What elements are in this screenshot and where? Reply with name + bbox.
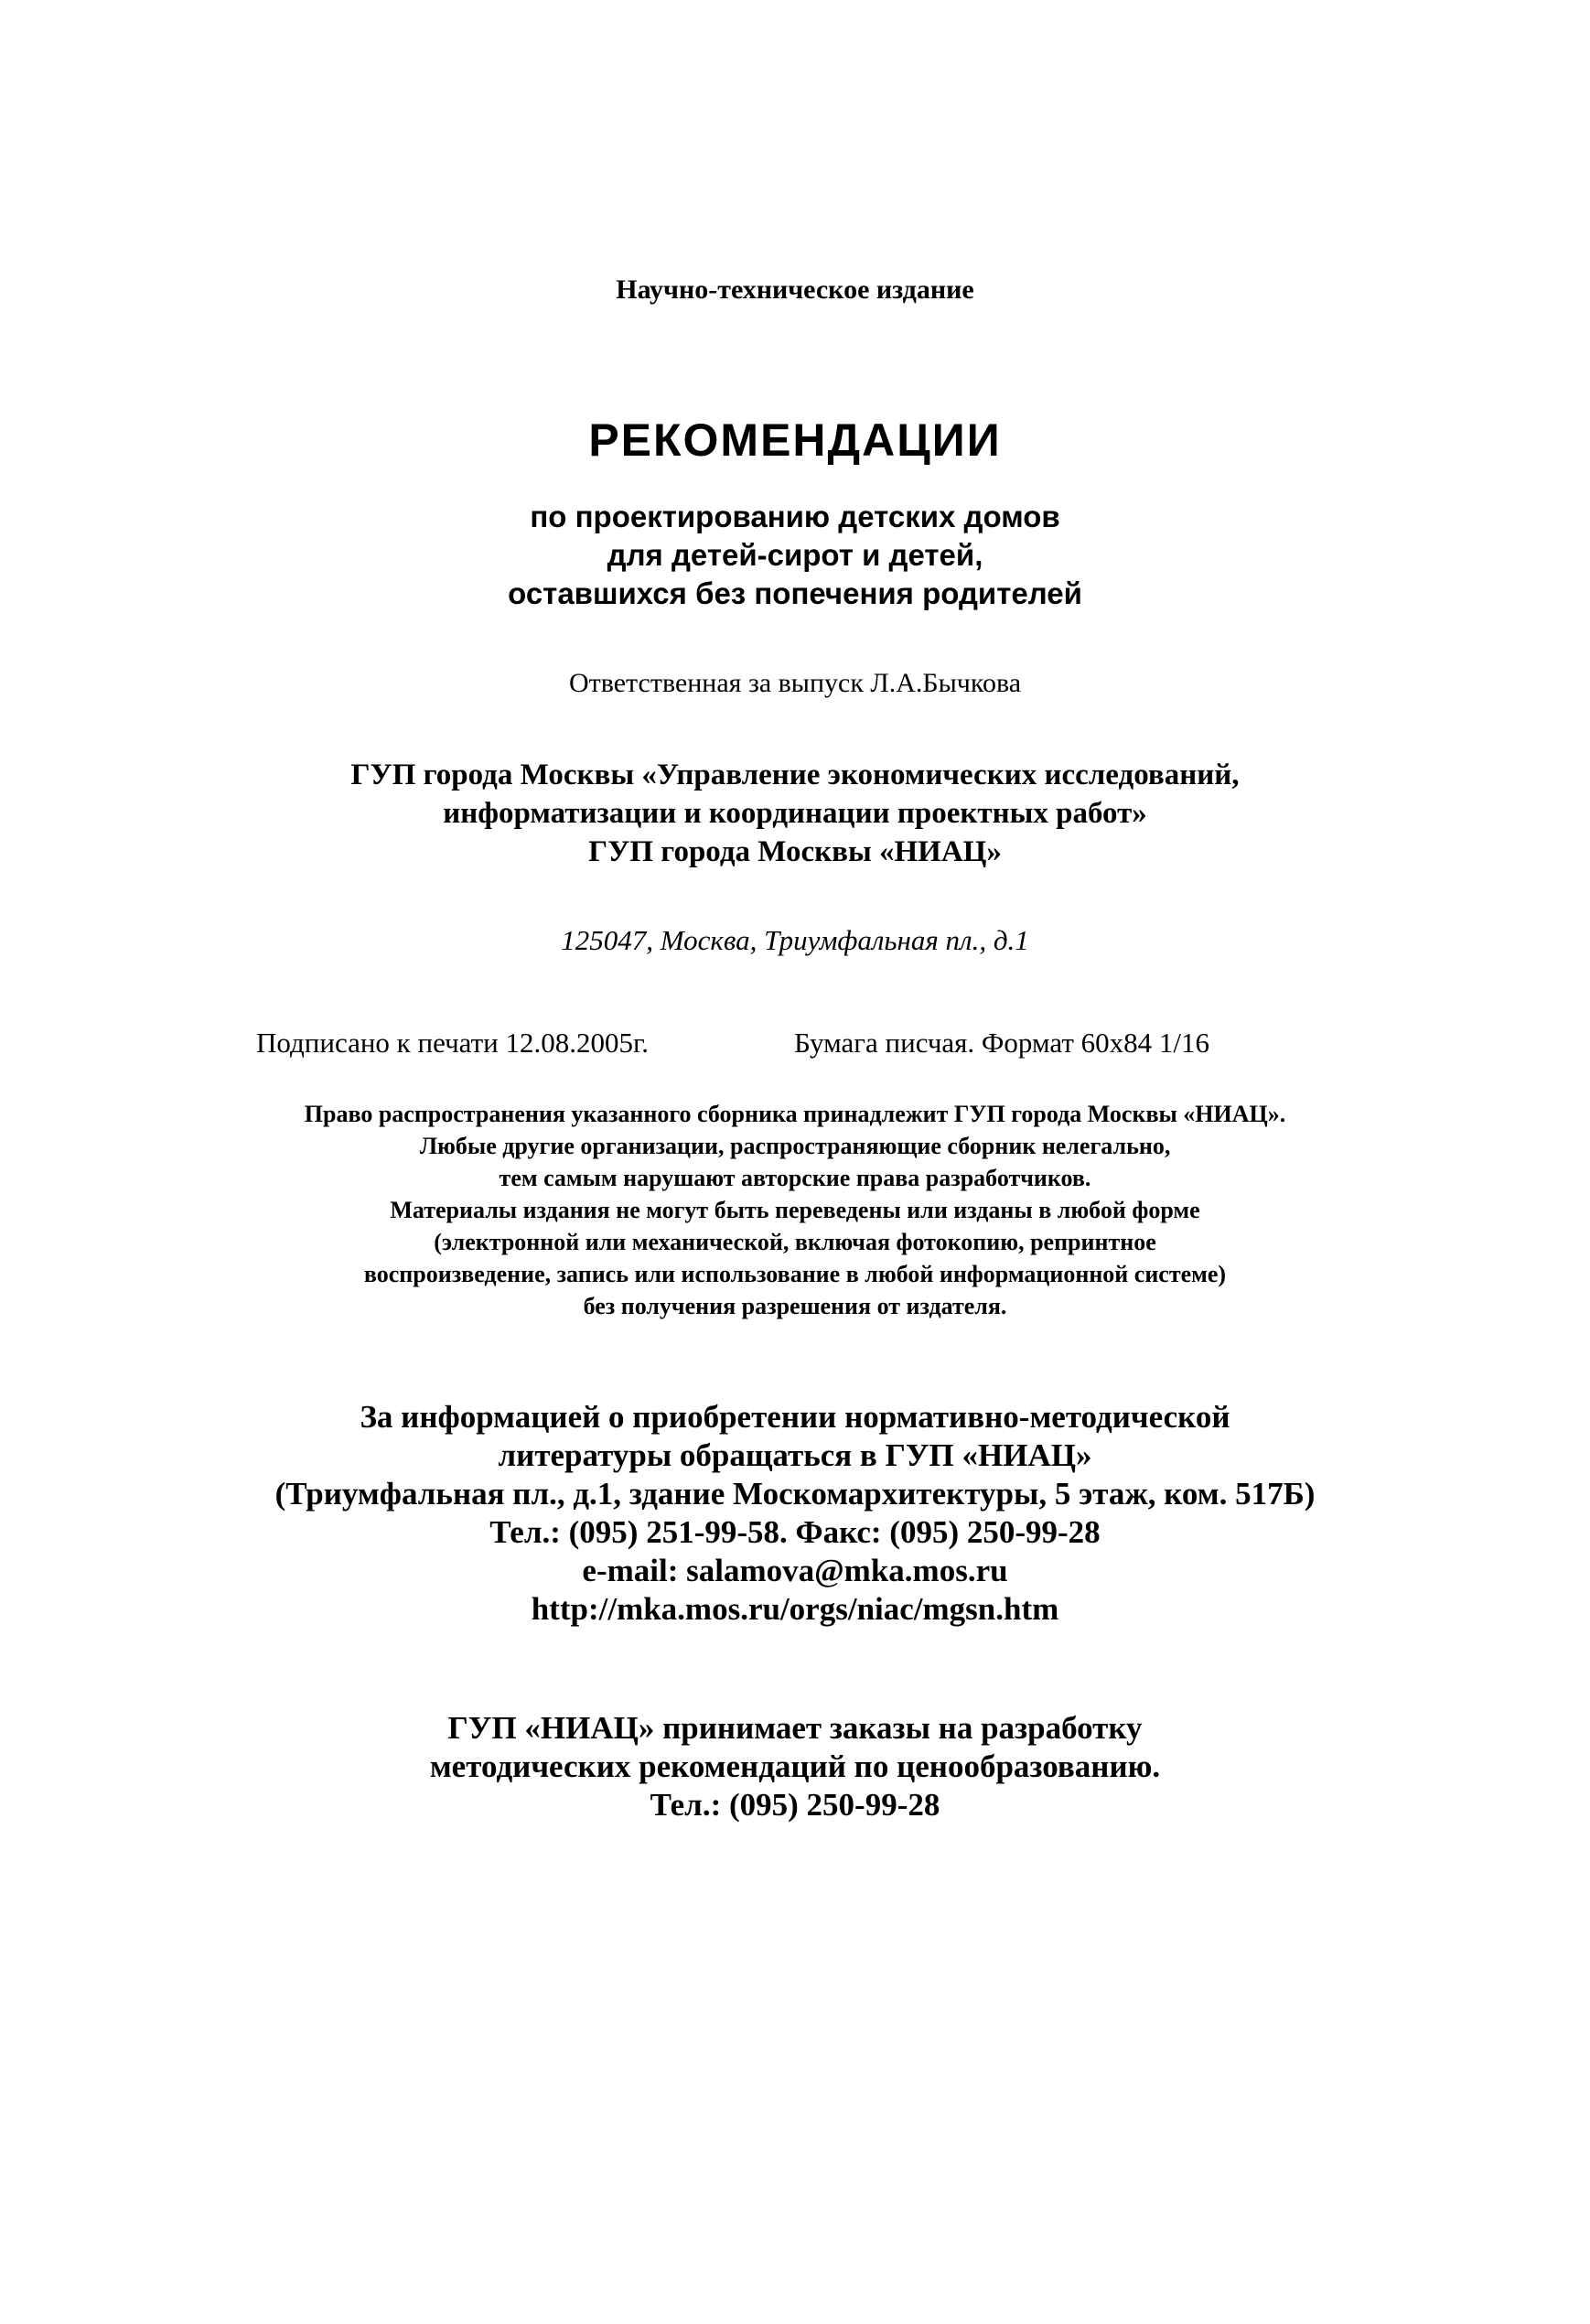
paper-format: Бумага писчая. Формат 60х84 1/16 — [794, 1027, 1209, 1059]
orders-phone: Тел.: (095) 250-99-28 — [650, 1787, 940, 1823]
contact-info — [0, 1398, 1590, 1629]
rights-line: воспроизведение, запись или использование в любой информационной системе) — [363, 1261, 1227, 1287]
rights-line: тем самым нарушают авторские права разработчиков. — [499, 1165, 1091, 1191]
contact-url: http://mka.mos.ru/orgs/niac/mgsn.htm — [531, 1591, 1059, 1627]
contact-email: e-mail: salamova@mka.mos.ru — [582, 1553, 1008, 1588]
document-title: РЕКОМЕНДАЦИИ — [588, 414, 1002, 466]
rights-line: Право распространения указанного сборника принадлежит ГУП города Москвы «НИАЦ». — [304, 1101, 1286, 1127]
rights-line: (электронной или механической, включая фотокопию, репринтное — [434, 1229, 1156, 1255]
rights-line: Любые другие организации, распространяющие сборник нелегально, — [419, 1133, 1171, 1159]
orders-info — [0, 1709, 1590, 1824]
signed-to-print: Подписано к печати 12.08.2005г. — [256, 1027, 649, 1059]
edition-type: Научно-техническое издание — [616, 274, 974, 305]
subtitle-line: для детей-сирот и детей, — [607, 538, 983, 572]
document-subtitle — [0, 498, 1590, 613]
publisher-address: 125047, Москва, Триумфальная пл., д.1 — [561, 924, 1029, 956]
contact-phone: Тел.: (095) 251-99-58. Факс: (095) 250-99-28 — [489, 1514, 1101, 1550]
publisher-line: информатизации и координации проектных работ» — [443, 797, 1147, 830]
publisher-block — [0, 756, 1590, 871]
orders-line: методических рекомендаций по ценообразованию. — [429, 1748, 1161, 1784]
subtitle-line: по проектированию детских домов — [530, 500, 1060, 533]
contact-line: За информацией о приобретении нормативно-методической — [360, 1399, 1230, 1435]
orders-line: ГУП «НИАЦ» принимает заказы на разработку — [447, 1710, 1143, 1746]
contact-address: (Триумфальная пл., д.1, здание Москомархитектуры, 5 этаж, ком. 517Б) — [274, 1476, 1316, 1512]
contact-line: литературы обращаться в ГУП «НИАЦ» — [498, 1437, 1092, 1473]
subtitle-line: оставшихся без попечения родителей — [508, 576, 1082, 610]
publisher-line: ГУП города Москвы «НИАЦ» — [588, 835, 1002, 868]
copyright-notice — [0, 1098, 1590, 1322]
rights-line: без получения разрешения от издателя. — [583, 1293, 1007, 1319]
responsible-editor: Ответственная за выпуск Л.А.Бычкова — [568, 668, 1022, 698]
rights-line: Материалы издания не могут быть переведены или изданы в любой форме — [390, 1197, 1200, 1223]
publisher-line: ГУП города Москвы «Управление экономических исследований, — [350, 759, 1240, 791]
